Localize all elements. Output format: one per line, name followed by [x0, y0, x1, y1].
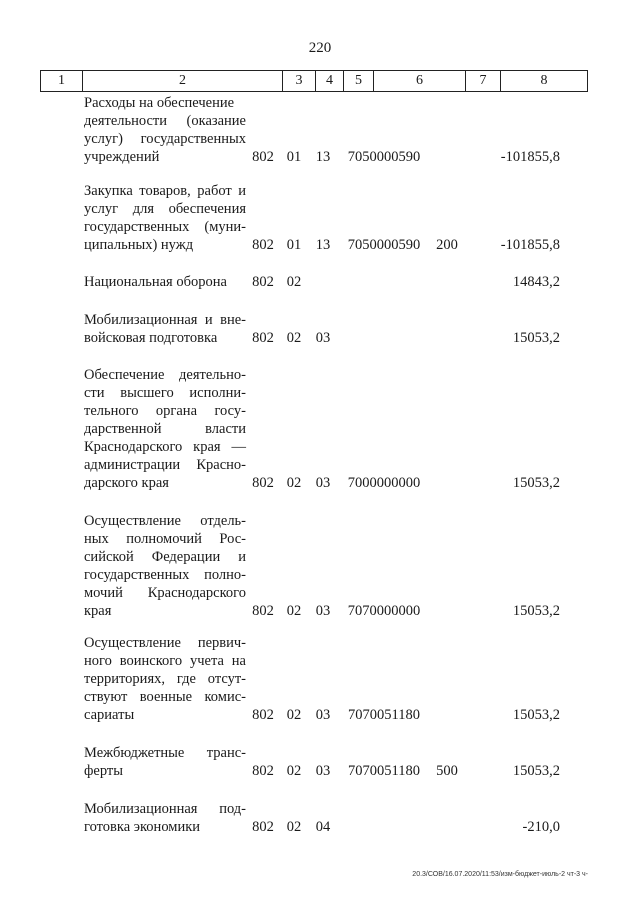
row-description-line: войсковая подготовка — [84, 330, 218, 346]
row-description-line: Обеспечение деятельно- — [84, 367, 246, 383]
cell-col-6: 7070000000 — [347, 603, 421, 619]
cell-col-4: 02 — [286, 707, 302, 723]
row-description-line: тельного органа госу- — [84, 403, 246, 419]
row-description-line: ствуют военные комис- — [84, 689, 246, 705]
row-description-line: услуг) государственных — [84, 131, 246, 147]
cell-col-4: 01 — [286, 149, 302, 165]
cell-col-6: 7070051180 — [348, 707, 420, 723]
row-description — [84, 800, 246, 836]
row-description-line: Мобилизационная и вне- — [84, 312, 246, 328]
cell-col-7: 500 — [436, 763, 458, 779]
row-description-line: деятельности (оказание — [84, 113, 246, 129]
row-description — [84, 311, 246, 347]
row-description-line: ных полномочий Рос- — [84, 531, 246, 547]
cell-col-8: 15053,2 — [512, 707, 560, 723]
row-description-line: услуг для обеспечения — [84, 201, 246, 217]
cell-col-4: 02 — [286, 763, 302, 779]
cell-col-8: 14843,2 — [512, 274, 560, 290]
row-description-line: ного воинского учета на — [84, 653, 246, 669]
header-col-8: 8 — [540, 73, 548, 88]
row-description — [84, 744, 246, 780]
row-description-line: Расходы на обеспечение — [84, 95, 235, 111]
row-description-line: государственных (муни- — [84, 219, 246, 235]
row-description-line: сийской Федерации и — [84, 549, 246, 565]
header-col-5: 5 — [344, 71, 374, 91]
cell-col-3: 802 — [252, 149, 274, 165]
row-description-line: учреждений — [84, 149, 160, 165]
row-description-line: Мобилизационная под- — [84, 801, 246, 817]
row-description-line: Закупка товаров, работ и — [84, 183, 246, 199]
cell-col-6: 7070051180 — [348, 763, 420, 779]
cell-col-8: 15053,2 — [512, 763, 560, 779]
header-col-4: 4 — [316, 71, 344, 91]
cell-col-5: 03 — [315, 330, 331, 346]
cell-col-4: 02 — [286, 819, 302, 835]
cell-col-3: 802 — [252, 707, 274, 723]
cell-col-4: 02 — [286, 603, 302, 619]
header-col-7: 7 — [466, 71, 501, 91]
cell-col-5: 03 — [315, 475, 331, 491]
row-description-line: сти высшего исполни- — [84, 385, 246, 401]
cell-col-6: 7050000590 — [347, 237, 421, 253]
cell-col-5: 13 — [315, 237, 331, 253]
cell-col-3: 802 — [252, 819, 274, 835]
header-col-1: 1 — [41, 71, 83, 91]
cell-col-8: -210,0 — [522, 819, 560, 835]
row-description-line: государственных полно- — [84, 567, 246, 583]
cell-col-7: 200 — [436, 237, 458, 253]
row-description-line: дарского края — [84, 475, 169, 491]
cell-col-4: 02 — [286, 330, 302, 346]
row-description-line: ципальных) нужд — [84, 237, 194, 253]
cell-col-3: 802 — [252, 763, 274, 779]
row-description — [84, 273, 246, 291]
cell-col-4: 02 — [286, 475, 302, 491]
cell-col-3: 802 — [252, 475, 274, 491]
cell-col-4: 02 — [286, 274, 302, 290]
row-description-line: Национальная оборона — [84, 274, 227, 290]
header-col-6: 6 — [374, 71, 466, 91]
cell-col-5: 04 — [315, 819, 331, 835]
page-number: 220 — [308, 40, 332, 56]
cell-col-4: 01 — [286, 237, 302, 253]
row-description-line: территориях, где отсут- — [84, 671, 246, 687]
header-col-3: 3 — [283, 71, 316, 91]
cell-col-8: 15053,2 — [512, 330, 560, 346]
row-description — [84, 94, 246, 166]
row-description — [84, 182, 246, 254]
row-description — [84, 366, 246, 492]
row-description-line: Межбюджетные транс- — [84, 745, 246, 761]
cell-col-5: 03 — [315, 763, 331, 779]
cell-col-8: -101855,8 — [500, 237, 560, 253]
row-description — [84, 512, 246, 620]
cell-col-6: 7000000000 — [347, 475, 421, 491]
row-description-line: края — [84, 603, 112, 619]
row-description-line: готовка экономики — [84, 819, 201, 835]
cell-col-5: 13 — [315, 149, 331, 165]
row-description-line: Осуществление отдель- — [84, 513, 246, 529]
cell-col-8: 15053,2 — [512, 603, 560, 619]
footer-document-code: 20.3/СОВ/16.07.2020/11:53/изм-бюджет-июль-2 чт-3 ч- — [412, 871, 588, 878]
table-header — [40, 70, 588, 92]
row-description-line: администрации Красно- — [84, 457, 246, 473]
row-description-line: Осуществление первич- — [84, 635, 246, 651]
header-col-2: 2 — [83, 71, 283, 91]
row-description-line: мочий Краснодарского — [84, 585, 246, 601]
row-description-line: сариаты — [84, 707, 135, 723]
cell-col-6: 7050000590 — [347, 149, 421, 165]
cell-col-3: 802 — [252, 237, 274, 253]
cell-col-3: 802 — [252, 603, 274, 619]
cell-col-3: 802 — [252, 330, 274, 346]
cell-col-8: 15053,2 — [512, 475, 560, 491]
cell-col-8: -101855,8 — [500, 149, 560, 165]
cell-col-5: 03 — [315, 707, 331, 723]
cell-col-3: 802 — [252, 274, 274, 290]
cell-col-5: 03 — [315, 603, 331, 619]
row-description-line: ферты — [84, 763, 123, 779]
row-description-line: Краснодарского края — — [84, 439, 246, 455]
row-description-line: дарственной власти — [84, 421, 246, 437]
row-description — [84, 634, 246, 724]
